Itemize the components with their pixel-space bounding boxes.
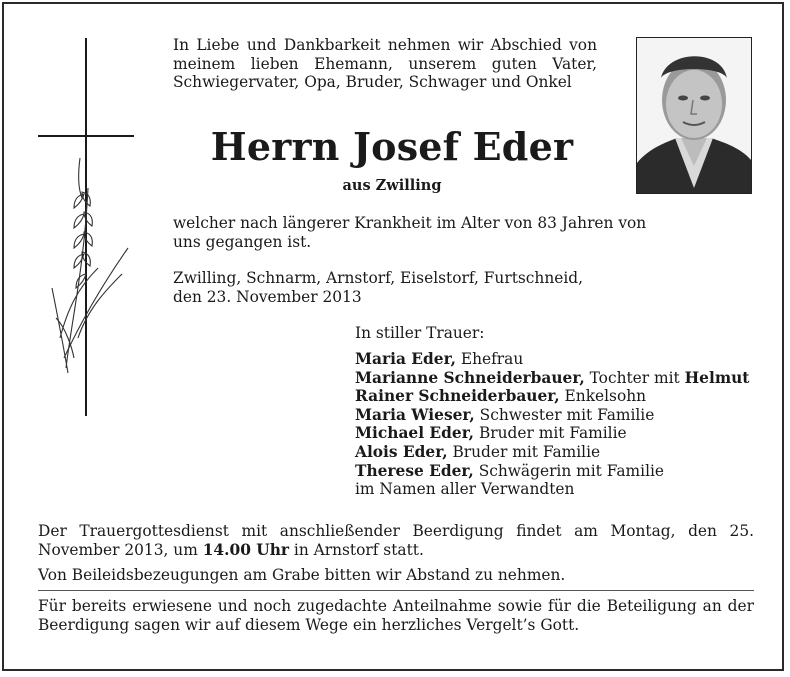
mourner-relation: Bruder mit Familie bbox=[452, 442, 601, 461]
mourner-name: Michael Eder, bbox=[355, 424, 475, 443]
places-and-date bbox=[173, 269, 673, 306]
cross-with-wheat-icon bbox=[38, 38, 138, 418]
places-text: Zwilling, Schnarm, Arnstorf, Eiselstorf, Furtschneid, bbox=[173, 269, 584, 287]
mourners-list bbox=[355, 350, 775, 499]
funeral-text: Der Trauergottesdienst mit anschließender Beerdigung findet am Montag, den 25. November 2013, um bbox=[38, 522, 754, 559]
mourner-name: Maria Wieser, bbox=[355, 405, 475, 424]
mourner-name: Marianne Schneiderbauer, bbox=[355, 368, 585, 387]
intro-text: In Liebe und Dankbarkeit nehmen wir Abschied von meinem lieben Ehemann, unserem guten Vater, Schwiegervater, Opa, Bruder, Schwager und Onkel bbox=[173, 36, 597, 91]
mourner-extra-name: Helmut bbox=[684, 368, 750, 387]
portrait-photo bbox=[636, 37, 752, 194]
mourner-relation: Enkelsohn bbox=[564, 387, 647, 406]
condolence-note: Von Beileidsbezeugungen am Grabe bitten wir Abstand zu nehmen. bbox=[38, 566, 566, 584]
mourner-row bbox=[355, 424, 775, 443]
thanks-text: Für bereits erwiesene und noch zugedachte Anteilnahme sowie für die Beteiligung an der Beerdigung sagen wir auf diesem Wege ein herzliches Vergelt’s Gott. bbox=[38, 597, 754, 634]
mourner-row bbox=[355, 387, 775, 406]
mourner-row bbox=[355, 462, 775, 481]
mourner-relation: Schwägerin mit Familie bbox=[478, 461, 665, 480]
mourner-relation: Tochter mit bbox=[589, 368, 680, 387]
passing-text: welcher nach längerer Krankheit im Alter von 83 Jahren von uns gegangen ist. bbox=[173, 214, 647, 251]
funeral-notice bbox=[38, 522, 754, 559]
deceased-name: Herrn Josef Eder bbox=[210, 124, 574, 169]
portrait-icon bbox=[637, 38, 751, 193]
mourner-row bbox=[355, 406, 775, 425]
mourning-heading: In stiller Trauer: bbox=[355, 324, 485, 342]
date-text: den 23. November 2013 bbox=[173, 287, 362, 306]
funeral-time: 14.00 Uhr bbox=[202, 540, 289, 559]
mourner-name: Therese Eder, bbox=[355, 461, 474, 480]
mourners-closing: im Namen aller Verwandten bbox=[355, 480, 575, 499]
mourner-relation: Schwester mit Familie bbox=[479, 405, 655, 424]
mourner-relation: Ehefrau bbox=[460, 350, 524, 368]
mourner-relation: Bruder mit Familie bbox=[478, 424, 627, 443]
mourner-row bbox=[355, 443, 775, 462]
divider bbox=[38, 590, 754, 591]
deceased-origin: aus Zwilling bbox=[342, 177, 442, 194]
mourner-row bbox=[355, 350, 775, 369]
mourner-name: Rainer Schneiderbauer, bbox=[355, 387, 560, 406]
mourner-name: Maria Eder, bbox=[355, 350, 456, 368]
mourner-name: Alois Eder, bbox=[355, 442, 448, 461]
mourner-row bbox=[355, 369, 775, 388]
funeral-place: in Arnstorf statt. bbox=[293, 540, 424, 559]
